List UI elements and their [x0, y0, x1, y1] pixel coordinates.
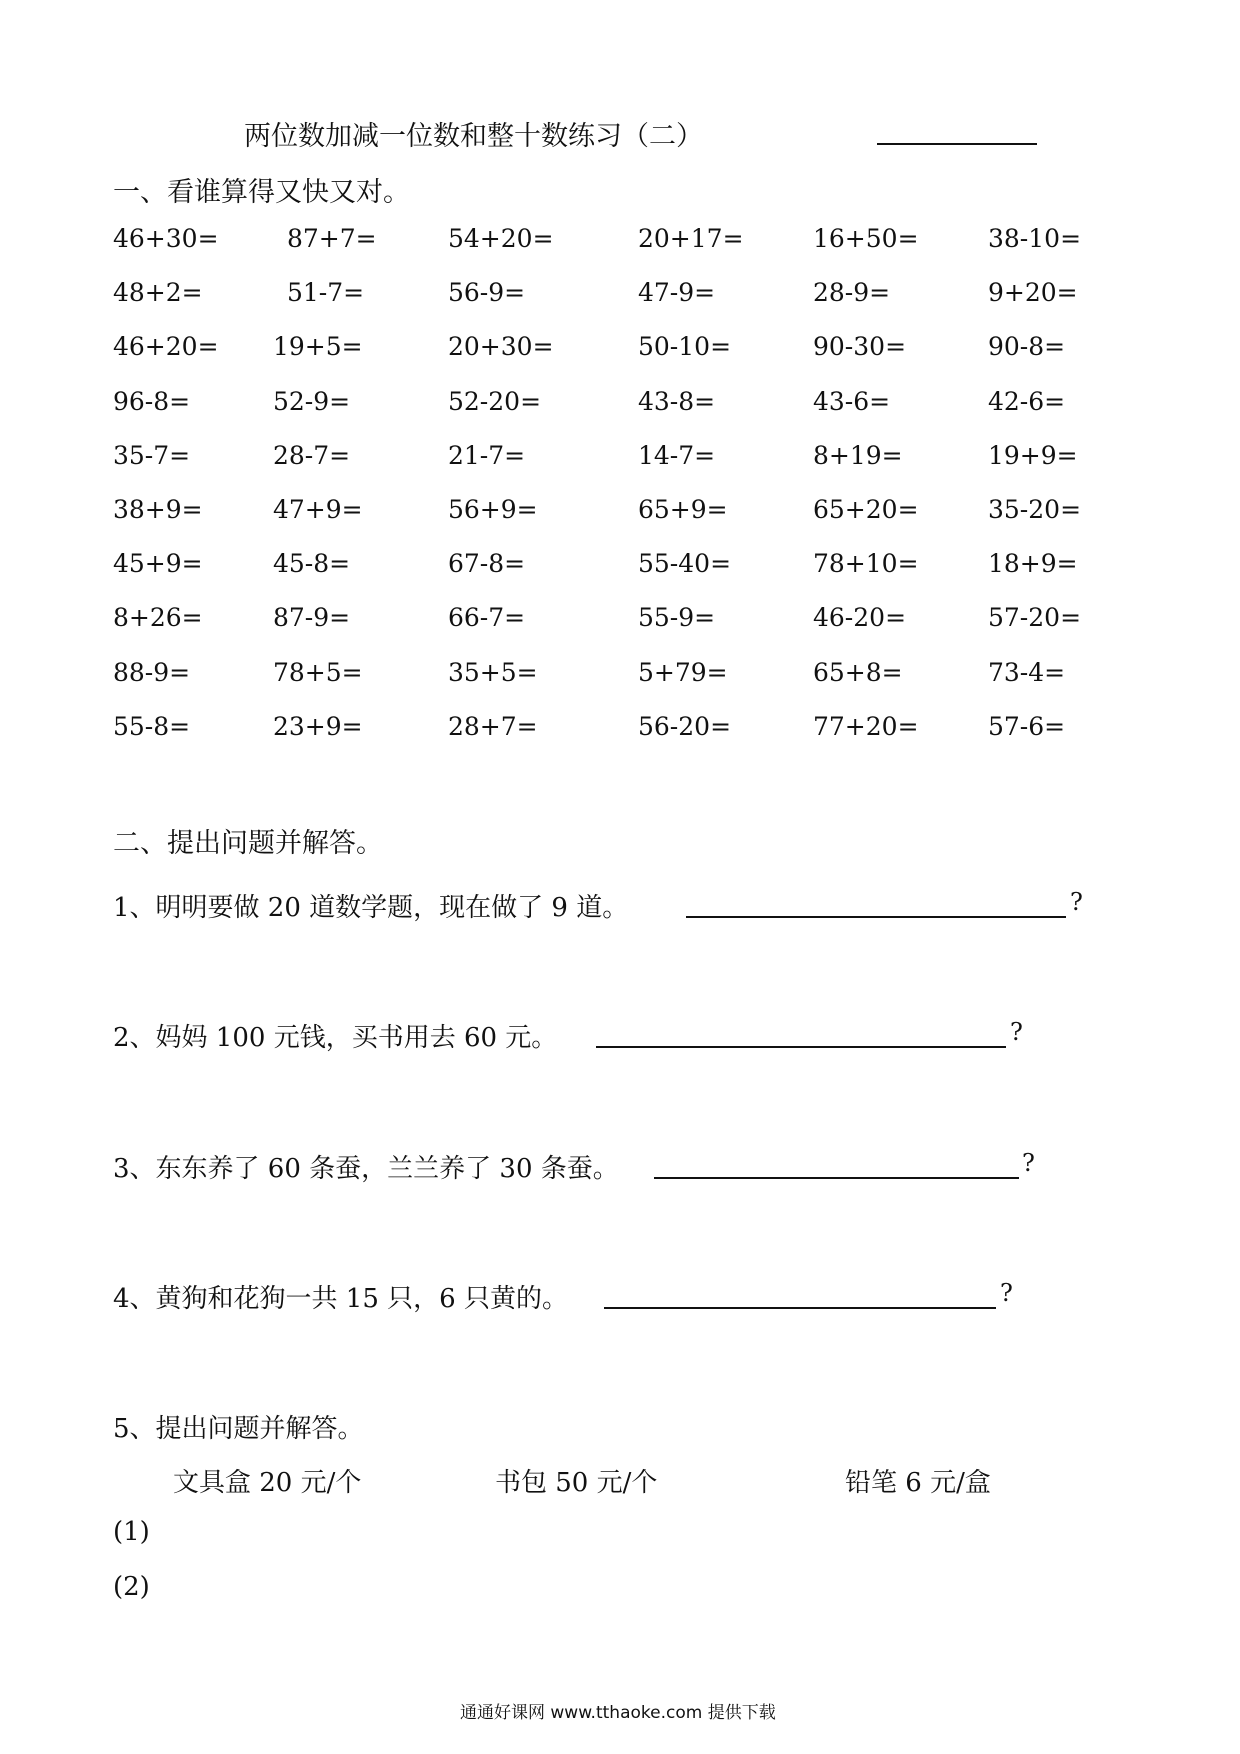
problem-2-question-mark: ? — [1010, 1018, 1023, 1046]
problem-1-question-mark: ? — [1070, 888, 1083, 916]
equation-item: 56+9= — [448, 495, 538, 524]
equation-item: 47+9= — [273, 495, 363, 524]
equation-item: 42-6= — [988, 387, 1066, 416]
equation-item: 56-20= — [638, 712, 732, 741]
problem-2-text: 2、妈妈 100 元钱，买书用去 60 元。 — [113, 1023, 558, 1053]
equation-item: 20+30= — [448, 332, 554, 361]
equation-item: 38-10= — [988, 224, 1082, 253]
equation-item: 56-9= — [448, 278, 526, 307]
equation-item: 78+5= — [273, 658, 363, 687]
price-item-schoolbag: 书包 50 元/个 — [495, 1468, 658, 1498]
price-item-pencils: 铅笔 6 元/盒 — [845, 1468, 991, 1498]
equation-item: 46+30= — [113, 224, 219, 253]
equation-item: 38+9= — [113, 495, 203, 524]
equation-item: 90-8= — [988, 332, 1066, 361]
problem-1-answer-line[interactable] — [686, 914, 1066, 918]
equation-item: 65+9= — [638, 495, 728, 524]
equation-item: 54+20= — [448, 224, 554, 253]
equation-item: 87-9= — [273, 603, 351, 632]
problem-1-text: 1、明明要做 20 道数学题，现在做了 9 道。 — [113, 893, 629, 923]
equation-item: 16+50= — [813, 224, 919, 253]
equation-item: 57-6= — [988, 712, 1066, 741]
equation-item: 73-4= — [988, 658, 1066, 687]
equation-item: 35-20= — [988, 495, 1082, 524]
equation-item: 28-7= — [273, 441, 351, 470]
equation-item: 66-7= — [448, 603, 526, 632]
equation-item: 78+10= — [813, 549, 919, 578]
problem-4-text: 4、黄狗和花狗一共 15 只，6 只黄的。 — [113, 1284, 568, 1314]
equation-item: 55-40= — [638, 549, 732, 578]
problem-5-heading: 5、提出问题并解答。 — [113, 1414, 364, 1444]
equation-item: 50-10= — [638, 332, 732, 361]
section-2-heading: 二、提出问题并解答。 — [113, 828, 383, 859]
problem-3-answer-line[interactable] — [654, 1175, 1019, 1179]
equation-item: 47-9= — [638, 278, 716, 307]
equation-item: 55-9= — [638, 603, 716, 632]
equation-item: 18+9= — [988, 549, 1078, 578]
equation-item: 9+20= — [988, 278, 1078, 307]
problem-3-question-mark: ? — [1022, 1149, 1035, 1177]
equation-item: 28-9= — [813, 278, 891, 307]
equation-item: 20+17= — [638, 224, 744, 253]
equation-item: 48+2= — [113, 278, 203, 307]
equation-item: 65+8= — [813, 658, 903, 687]
equation-item: 87+7= — [287, 224, 377, 253]
equation-item: 67-8= — [448, 549, 526, 578]
equation-item: 55-8= — [113, 712, 191, 741]
equation-item: 51-7= — [287, 278, 365, 307]
equation-item: 8+26= — [113, 603, 203, 632]
equation-item: 14-7= — [638, 441, 716, 470]
equation-item: 46-20= — [813, 603, 907, 632]
page-title: 两位数加减一位数和整十数练习（二） — [244, 121, 703, 152]
problem-3-text: 3、东东养了 60 条蚕，兰兰养了 30 条蚕。 — [113, 1154, 619, 1184]
equation-item: 88-9= — [113, 658, 191, 687]
sub-question-2-label: (2) — [113, 1572, 150, 1602]
equation-item: 52-20= — [448, 387, 542, 416]
name-blank-line — [877, 143, 1037, 145]
problem-4-question-mark: ? — [1000, 1279, 1013, 1307]
equation-item: 19+5= — [273, 332, 363, 361]
section-1-heading: 一、看谁算得又快又对。 — [113, 177, 410, 208]
equation-item: 43-8= — [638, 387, 716, 416]
equation-item: 96-8= — [113, 387, 191, 416]
equation-item: 45-8= — [273, 549, 351, 578]
problem-2-answer-line[interactable] — [596, 1044, 1006, 1048]
equation-item: 52-9= — [273, 387, 351, 416]
equation-item: 35-7= — [113, 441, 191, 470]
equation-item: 77+20= — [813, 712, 919, 741]
equation-item: 23+9= — [273, 712, 363, 741]
equation-item: 45+9= — [113, 549, 203, 578]
price-item-pencil-case: 文具盒 20 元/个 — [173, 1468, 362, 1498]
equation-item: 28+7= — [448, 712, 538, 741]
sub-question-1-label: (1) — [113, 1517, 150, 1547]
equation-item: 5+79= — [638, 658, 728, 687]
equation-item: 90-30= — [813, 332, 907, 361]
equation-item: 65+20= — [813, 495, 919, 524]
equation-item: 8+19= — [813, 441, 903, 470]
equation-item: 35+5= — [448, 658, 538, 687]
equation-item: 19+9= — [988, 441, 1078, 470]
footer-source-text: 通通好课网 www.tthaoke.com 提供下载 — [460, 1703, 776, 1723]
equation-item: 46+20= — [113, 332, 219, 361]
equation-item: 57-20= — [988, 603, 1082, 632]
equation-item: 43-6= — [813, 387, 891, 416]
problem-4-answer-line[interactable] — [604, 1305, 996, 1309]
equation-item: 21-7= — [448, 441, 526, 470]
